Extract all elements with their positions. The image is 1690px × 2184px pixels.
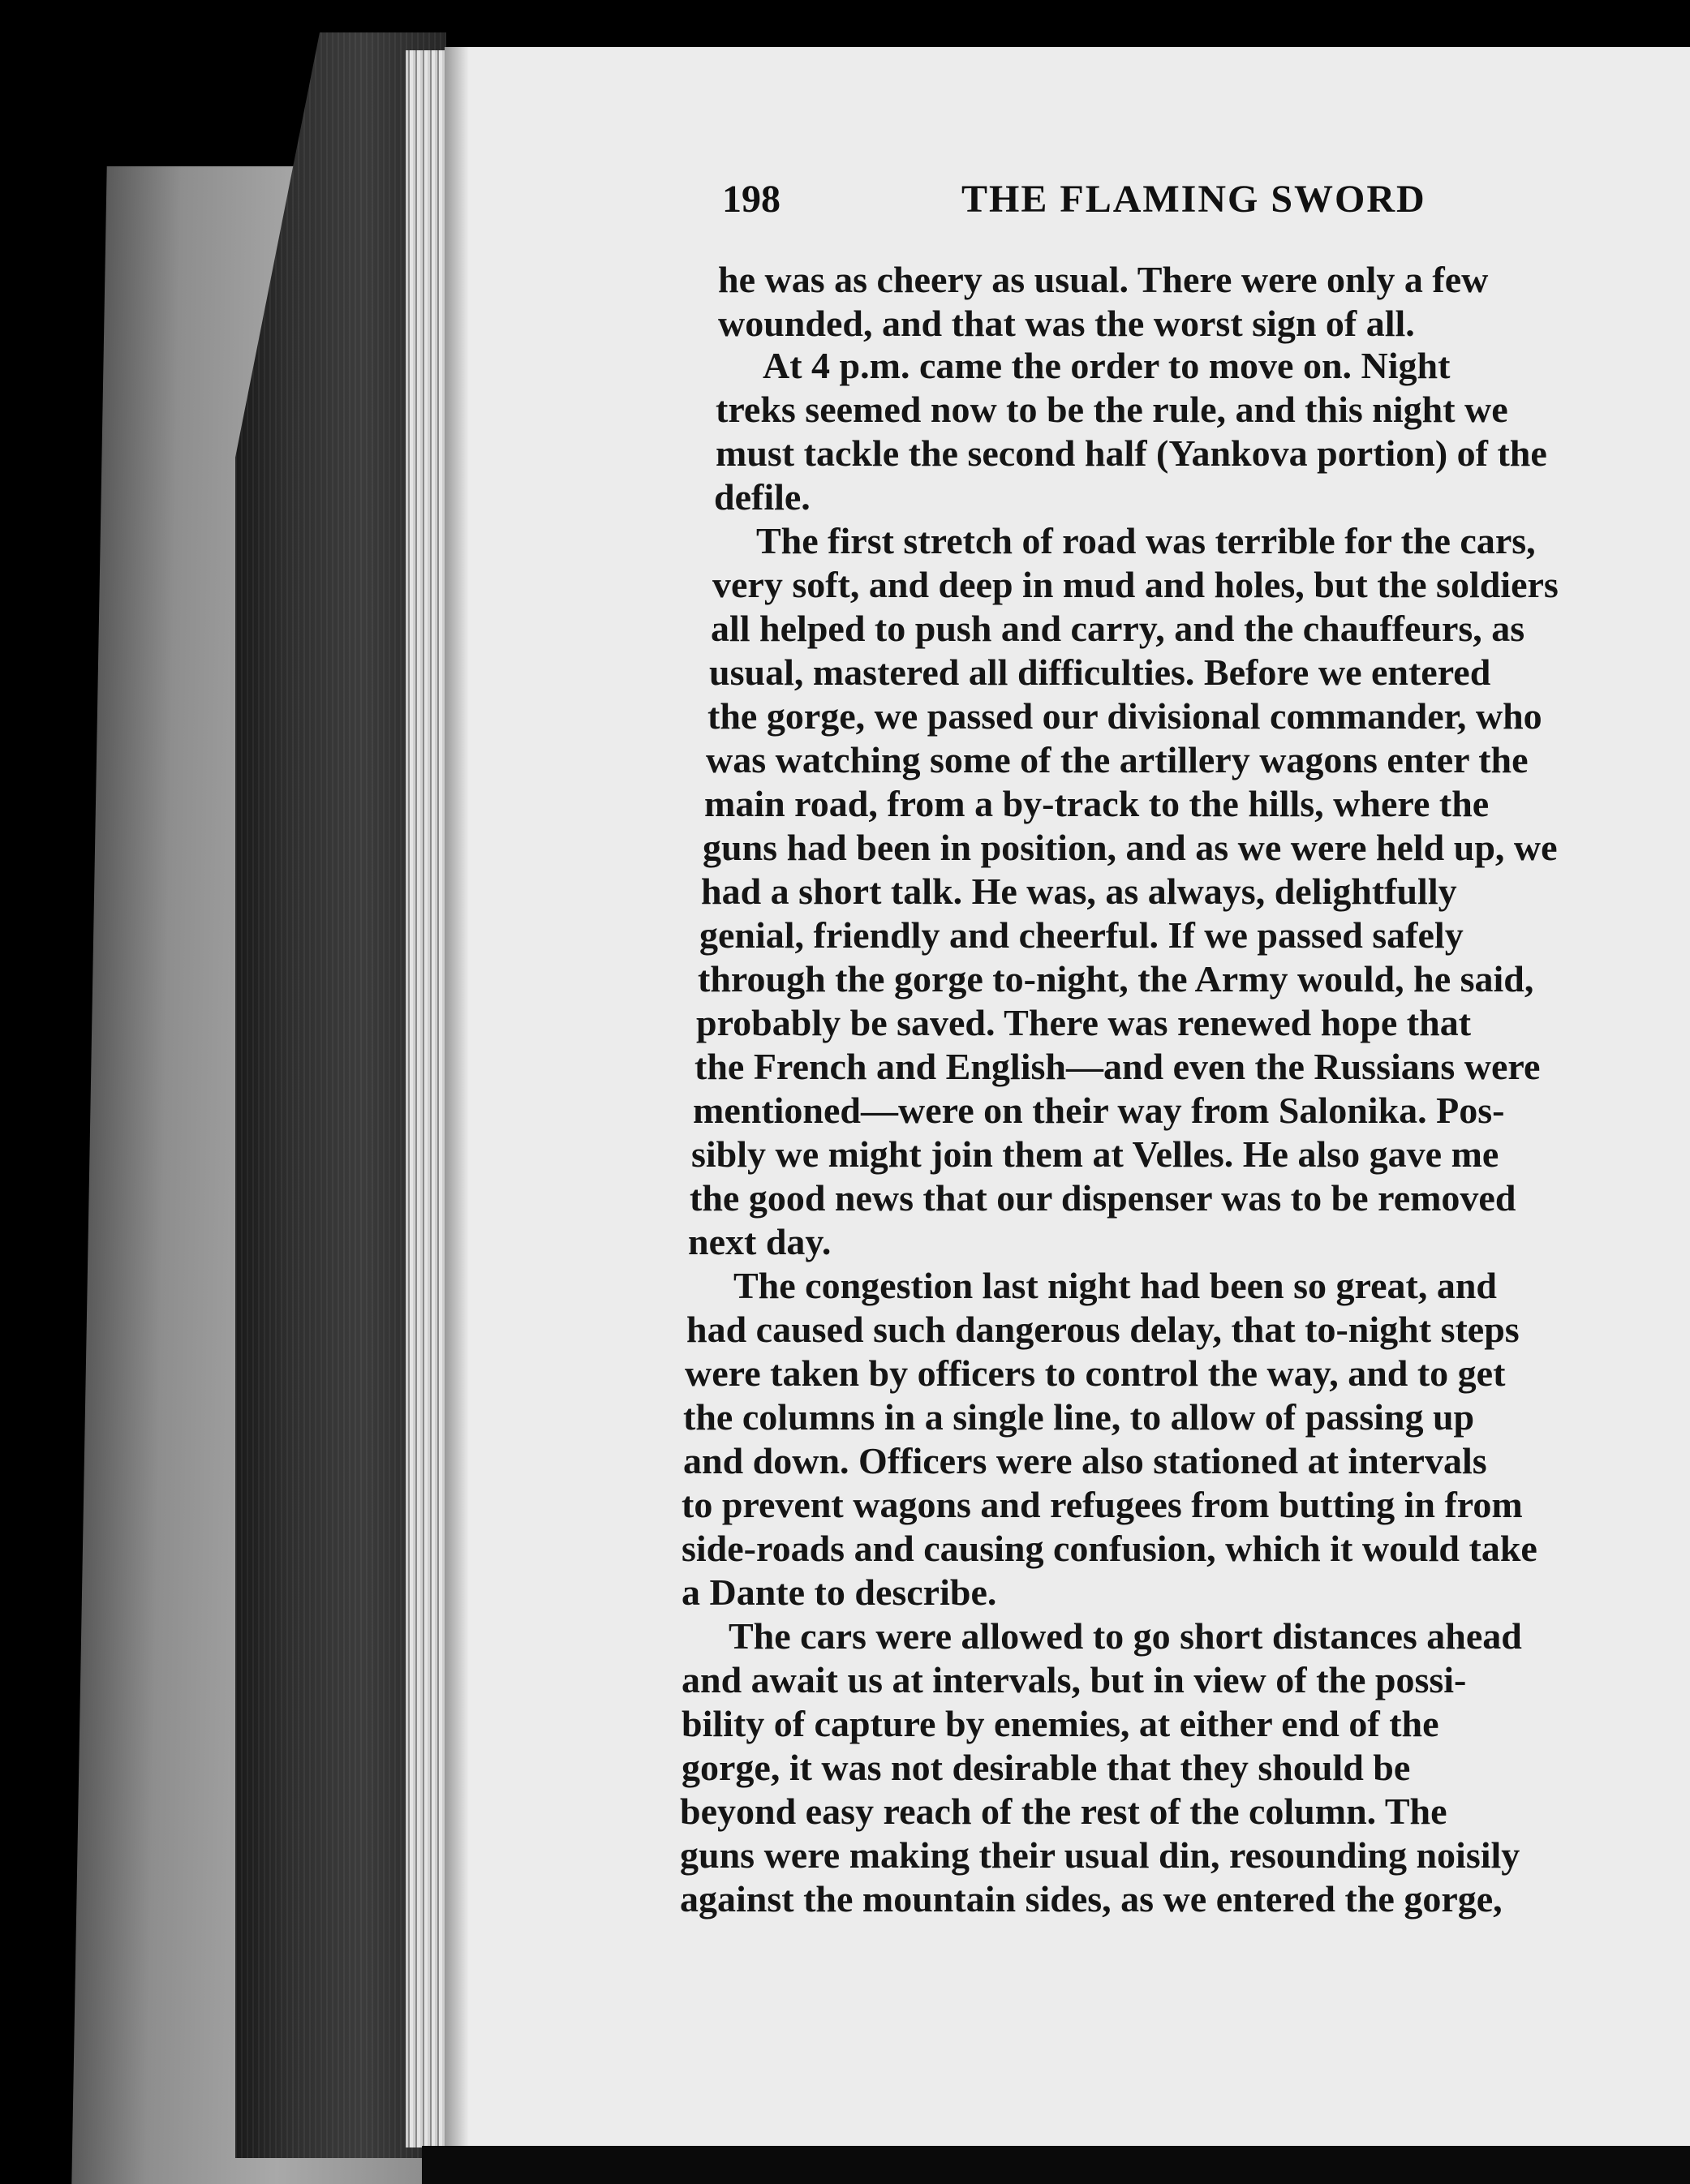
text-line: was watching some of the artillery wagons enter the bbox=[706, 739, 1529, 780]
text-line: the columns in a single line, to allow of passing up bbox=[683, 1396, 1475, 1438]
text-line: side-roads and causing confusion, which it would take bbox=[682, 1528, 1537, 1569]
text-line: sibly we might join them at Velles. He also gave me bbox=[691, 1133, 1499, 1175]
text-line: gorge, it was not desirable that they should be bbox=[682, 1747, 1411, 1788]
text-line: very soft, and deep in mud and holes, but the soldiers bbox=[712, 564, 1559, 605]
text-line: the good news that our dispenser was to be removed bbox=[690, 1177, 1516, 1219]
text-line: probably be saved. There was renewed hope that bbox=[696, 1002, 1472, 1043]
text-line: usual, mastered all difficulties. Before we entered bbox=[709, 651, 1491, 693]
text-line: treks seemed now to be the rule, and this night we bbox=[716, 389, 1508, 430]
running-title: THE FLAMING SWORD bbox=[961, 178, 1426, 221]
text-line: guns were making their usual din, resounding noisily bbox=[680, 1834, 1520, 1876]
text-line: genial, friendly and cheerful. If we passed safely bbox=[699, 914, 1464, 956]
text-line: bility of capture by enemies, at either end of the bbox=[682, 1703, 1439, 1744]
text-line: he was as cheery as usual. There were only a few bbox=[718, 259, 1489, 300]
text-line: At 4 p.m. came the order to move on. Night bbox=[763, 345, 1451, 386]
text-line: mentioned—were on their way from Salonika. Pos- bbox=[693, 1090, 1505, 1131]
text-line: The cars were allowed to go short distances ahead bbox=[729, 1615, 1522, 1657]
text-line: a Dante to describe. bbox=[682, 1571, 997, 1613]
text-line: to prevent wagons and refugees from butting in from bbox=[682, 1484, 1523, 1525]
text-line: guns had been in position, and as we were held up, we bbox=[703, 827, 1558, 868]
text-line: defile. bbox=[714, 476, 811, 518]
text-line: next day. bbox=[688, 1221, 832, 1262]
text-line: had a short talk. He was, as always, delightfully bbox=[701, 871, 1457, 912]
text-line: against the mountain sides, as we entered the gorge, bbox=[680, 1878, 1503, 1920]
text-line: wounded, and that was the worst sign of all. bbox=[718, 303, 1415, 344]
text-line: The congestion last night had been so great, and bbox=[733, 1265, 1498, 1306]
text-line: all helped to push and carry, and the chauffeurs, as bbox=[711, 608, 1525, 649]
text-line: The first stretch of road was terrible for the cars, bbox=[756, 520, 1536, 561]
text-line: through the gorge to-night, the Army would, he said, bbox=[698, 958, 1534, 1000]
text-line: and down. Officers were also stationed at intervals bbox=[683, 1440, 1487, 1481]
page-number: 198 bbox=[722, 178, 780, 221]
text-line: must tackle the second half (Yankova portion) of the bbox=[716, 432, 1547, 474]
text-line: were taken by officers to control the way, and to get bbox=[685, 1352, 1506, 1394]
text-line: main road, from a by-track to the hills, where the bbox=[704, 783, 1490, 824]
text-line: the French and English—and even the Russians were bbox=[694, 1046, 1541, 1087]
text-line: had caused such dangerous delay, that to-night steps bbox=[686, 1309, 1520, 1350]
text-line: the gorge, we passed our divisional commander, who bbox=[707, 695, 1542, 737]
text-line: beyond easy reach of the rest of the column. The bbox=[680, 1791, 1447, 1832]
text-line: and await us at intervals, but in view of the possi- bbox=[682, 1659, 1467, 1700]
